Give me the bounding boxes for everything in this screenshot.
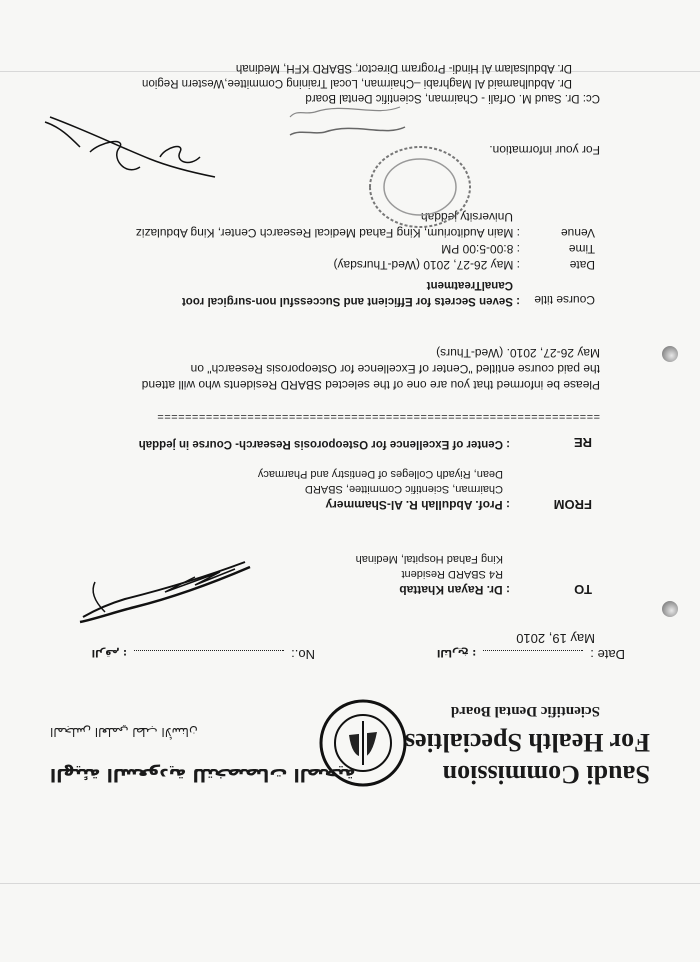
- body-line1: Please be informed that you are one of the selected SBARD Residents who will attend: [141, 378, 600, 392]
- signature-from: [75, 557, 255, 627]
- to-line2: King Fahad Hospital, Medinah: [355, 553, 503, 565]
- cc-line2: Dr. Abdulhamaid Al Maghrabi –Chairman, Local Training Committee,Western Region: [142, 77, 572, 89]
- to-name: : Dr. Rayan Khattab: [399, 583, 510, 597]
- arabic-title: الهيئة السعودية للتخصصات الصحية: [50, 764, 356, 785]
- no-dots: [134, 650, 284, 651]
- commission-subtitle: For Health Specialties: [404, 728, 650, 757]
- venue-label: Venue: [560, 226, 595, 240]
- to-line1: R4 SBARD Resident: [401, 568, 503, 580]
- letterhead: [40, 687, 660, 807]
- scan-line: [0, 883, 700, 884]
- from-line1: Chairman, Scientific Committee, SBARD: [304, 483, 503, 495]
- from-line2: Dean, Riyadh Colleges of Dentistry and Pharmacy: [257, 468, 503, 480]
- cc-line1: Cc: Dr. Saud M. Orfali - Chairman, Scientific Dental Board: [305, 92, 600, 104]
- date-dots: [483, 650, 583, 651]
- separator-line: ================================================================: [156, 410, 600, 422]
- arabic-board-name: المجلس العلمي لطب الأسنان: [50, 725, 198, 739]
- date-label-ar: : التاريخ: [436, 647, 477, 658]
- date-value: May 19, 2010: [516, 631, 595, 646]
- punch-hole: [662, 346, 678, 362]
- university-stamp: [365, 142, 475, 232]
- cc-line3: Dr. Abdulsalam Al Hindi- Program Director, SBARD KFH, Medinah: [235, 62, 572, 74]
- no-label-ar: : الرقم: [91, 647, 128, 658]
- from-label: FROM: [553, 497, 592, 512]
- commission-title: Saudi Commission: [442, 760, 650, 789]
- course-title-label: Course title: [534, 293, 595, 307]
- board-name: Scientific Dental Board: [450, 703, 600, 719]
- fyi-text: For your information.: [489, 143, 600, 157]
- venue-value2: University jeddah: [420, 210, 513, 224]
- to-label: TO: [574, 582, 592, 597]
- time-value: : 8:00-5:00 PM: [441, 242, 520, 256]
- body-line2: the paid course entitled "Center of Excellence for Osteoporosis Research" on: [190, 362, 600, 376]
- body-line3: May 26-27, 2010. (Wed-Thurs): [436, 346, 600, 360]
- date-label: Date :: [590, 647, 625, 662]
- date-label-detail: Date: [569, 258, 595, 272]
- from-name: : Prof. Abdullah R. Al-Shammery: [325, 498, 510, 512]
- re-label: RE: [573, 435, 592, 450]
- course-title-value2: CanalTreatment: [426, 279, 513, 291]
- re-text: : Center of Excellence for Osteoporosis Research- Course in jeddah: [138, 438, 510, 450]
- venue-value: : Main Auditorium, King Fahad Medical Research Center, King Abdulaziz: [135, 226, 520, 240]
- signature-closing: [40, 107, 220, 187]
- punch-hole: [662, 601, 678, 617]
- date-value-detail: : May 26-27, 2010 (Wed-Thursday): [333, 258, 520, 272]
- time-label: Time: [568, 242, 595, 256]
- course-title-value: : Seven Secrets for Efficient and Successful non-surgical root: [181, 295, 520, 307]
- no-label: No.:: [291, 647, 315, 662]
